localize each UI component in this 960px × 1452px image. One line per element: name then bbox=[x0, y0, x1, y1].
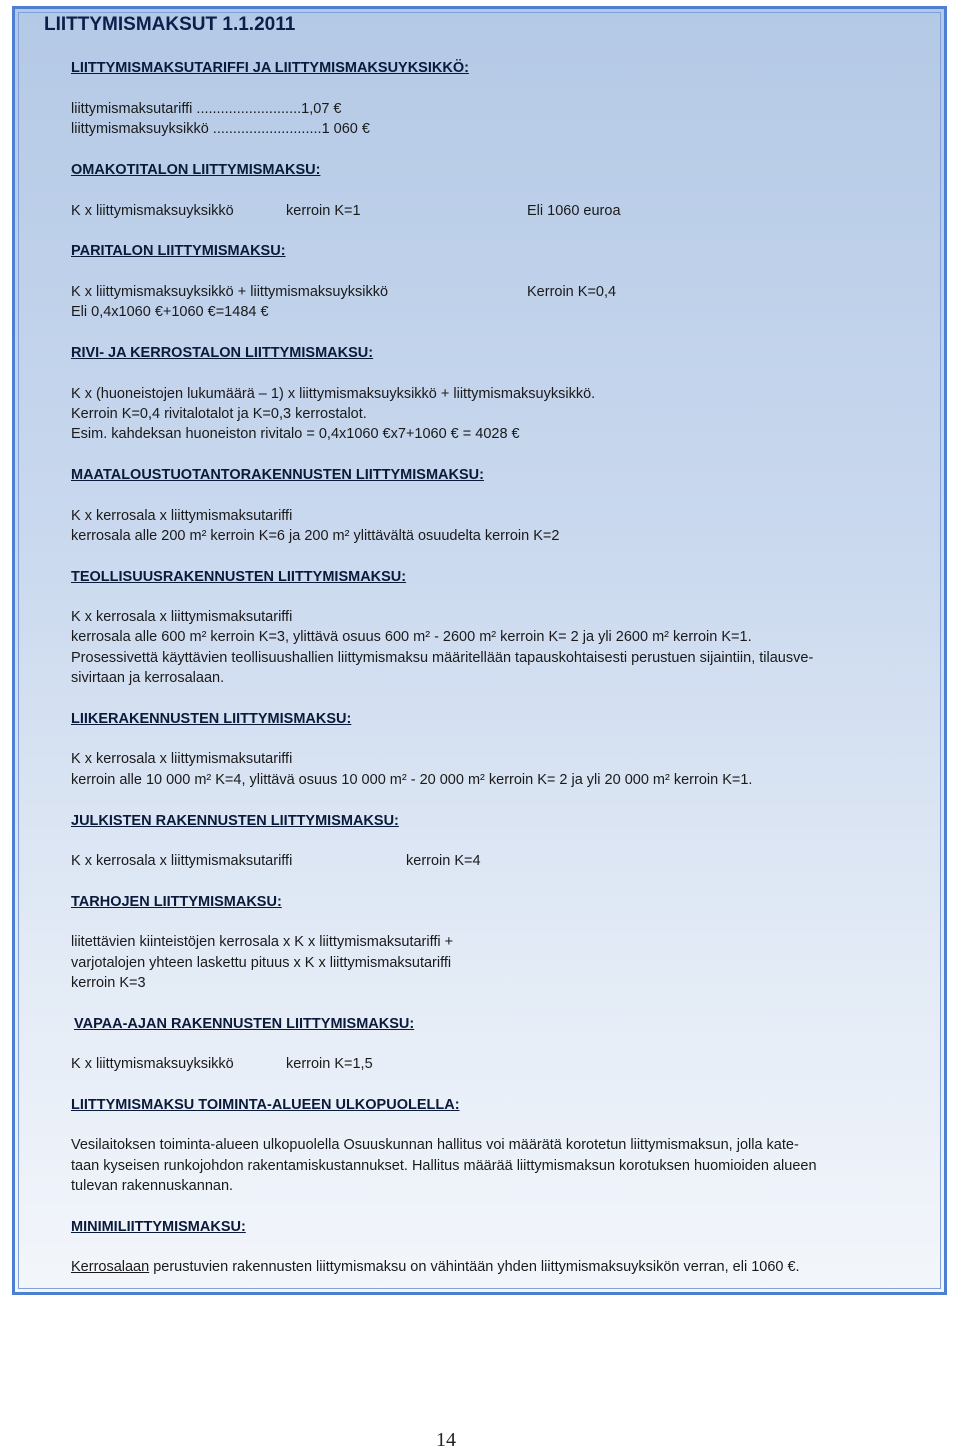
page-number: 14 bbox=[436, 1429, 456, 1451]
outside-area-heading: LIITTYMISMAKSU TOIMINTA-ALUEEN ULKOPUOLELLA: bbox=[71, 1097, 460, 1113]
leisure-heading: VAPAA-AJAN RAKENNUSTEN LIITTYMISMAKSU: bbox=[74, 1016, 415, 1032]
public-buildings-coef: kerroin K=4 bbox=[406, 853, 481, 869]
minimum-fee-emphasis: Kerrosalaan bbox=[71, 1259, 150, 1275]
commercial-coef: kerroin alle 10 000 m² K=4, ylittävä osuus 10 000 m² - 20 000 m² kerroin K= 2 ja yli 20 000 m² kerroin K=1. bbox=[71, 772, 753, 788]
semi-detached-formula: K x liittymismaksuyksikkö + liittymismaksuyksikkö bbox=[71, 284, 389, 300]
page-title: LIITTYMISMAKSUT 1.1.2011 bbox=[44, 14, 296, 35]
public-buildings-formula: K x kerrosala x liittymismaksutariffi bbox=[71, 853, 293, 869]
industrial-heading: TEOLLISUUSRAKENNUSTEN LIITTYMISMAKSU: bbox=[71, 569, 407, 585]
semi-detached-result: Eli 0,4x1060 €+1060 €=1484 € bbox=[71, 304, 269, 320]
leisure-formula: K x liittymismaksuyksikkö bbox=[71, 1056, 234, 1072]
commercial-heading: LIIKERAKENNUSTEN LIITTYMISMAKSU: bbox=[71, 711, 352, 727]
agriculture-coef: kerrosala alle 200 m² kerroin K=6 ja 200 m² ylittävältä osuudelta kerroin K=2 bbox=[71, 528, 560, 544]
detached-house-formula: K x liittymismaksuyksikkö bbox=[71, 203, 234, 219]
industrial-note-line2: sivirtaan ja kerrosalaan. bbox=[71, 670, 225, 686]
detached-house-coef: kerroin K=1 bbox=[286, 203, 361, 219]
greenhouse-heading: TARHOJEN LIITTYMISMAKSU: bbox=[71, 894, 282, 910]
agriculture-formula: K x kerrosala x liittymismaksutariffi bbox=[71, 508, 293, 524]
semi-detached-heading: PARITALON LIITTYMISMAKSU: bbox=[71, 243, 286, 259]
greenhouse-formula-line1: liitettävien kiinteistöjen kerrosala x K x liittymismaksutariffi + bbox=[71, 934, 454, 950]
industrial-formula: K x kerrosala x liittymismaksutariffi bbox=[71, 609, 293, 625]
leisure-coef: kerroin K=1,5 bbox=[286, 1056, 373, 1072]
agriculture-heading: MAATALOUSTUOTANTORAKENNUSTEN LIITTYMISMAKSU: bbox=[71, 467, 484, 483]
tariff-heading: LIITTYMISMAKSUTARIFFI JA LIITTYMISMAKSUYKSIKKÖ: bbox=[71, 60, 469, 76]
outside-area-line3: tulevan rakennuskannan. bbox=[71, 1178, 234, 1194]
public-buildings-heading: JULKISTEN RAKENNUSTEN LIITTYMISMAKSU: bbox=[71, 813, 399, 829]
row-apartment-coef: Kerroin K=0,4 rivitalotalot ja K=0,3 kerrostalot. bbox=[71, 406, 367, 422]
detached-house-result: Eli 1060 euroa bbox=[527, 203, 621, 219]
minimum-fee-text bbox=[71, 1258, 800, 1276]
semi-detached-coef: Kerroin K=0,4 bbox=[527, 284, 617, 300]
commercial-formula: K x kerrosala x liittymismaksutariffi bbox=[71, 751, 293, 767]
row-apartment-heading: RIVI- JA KERROSTALON LIITTYMISMAKSU: bbox=[71, 345, 374, 361]
greenhouse-formula-line2: varjotalojen yhteen laskettu pituus x K x liittymismaksutariffi bbox=[71, 955, 452, 971]
industrial-coef: kerrosala alle 600 m² kerroin K=3, ylittävä osuus 600 m² - 2600 m² kerroin K= 2 ja yli 2600 m² kerroin K=1. bbox=[71, 629, 752, 645]
tariff-line: liittymismaksutariffi ..........................1,07 € bbox=[71, 101, 342, 117]
detached-house-heading: OMAKOTITALON LIITTYMISMAKSU: bbox=[71, 162, 321, 178]
greenhouse-coef: kerroin K=3 bbox=[71, 975, 146, 991]
minimum-fee-rest: perustuvien rakennusten liittymismaksu on vähintään yhden liittymismaksuyksikön verran, eli 1060 €. bbox=[149, 1259, 800, 1275]
row-apartment-formula: K x (huoneistojen lukumäärä – 1) x liittymismaksuyksikkö + liittymismaksuyksikkö. bbox=[71, 386, 596, 402]
industrial-note-line1: Prosessivettä käyttävien teollisuushallien liittymismaksu määritellään tapauskohtaisesti perustuen sijaintiin, tilausve- bbox=[71, 650, 814, 666]
outside-area-line2: taan kyseisen runkojohdon rakentamiskustannukset. Hallitus määrää liittymismaksun korotuksen huomioiden alueen bbox=[71, 1158, 817, 1174]
minimum-fee-heading: MINIMILIITTYMISMAKSU: bbox=[71, 1219, 246, 1235]
unit-line: liittymismaksuyksikkö ...........................1 060 € bbox=[71, 121, 370, 137]
row-apartment-example: Esim. kahdeksan huoneiston rivitalo = 0,4x1060 €x7+1060 € = 4028 € bbox=[71, 426, 520, 442]
outside-area-line1: Vesilaitoksen toiminta-alueen ulkopuolella Osuuskunnan hallitus voi määrätä korotetun liittymismaksun, jolla kate- bbox=[71, 1137, 799, 1153]
